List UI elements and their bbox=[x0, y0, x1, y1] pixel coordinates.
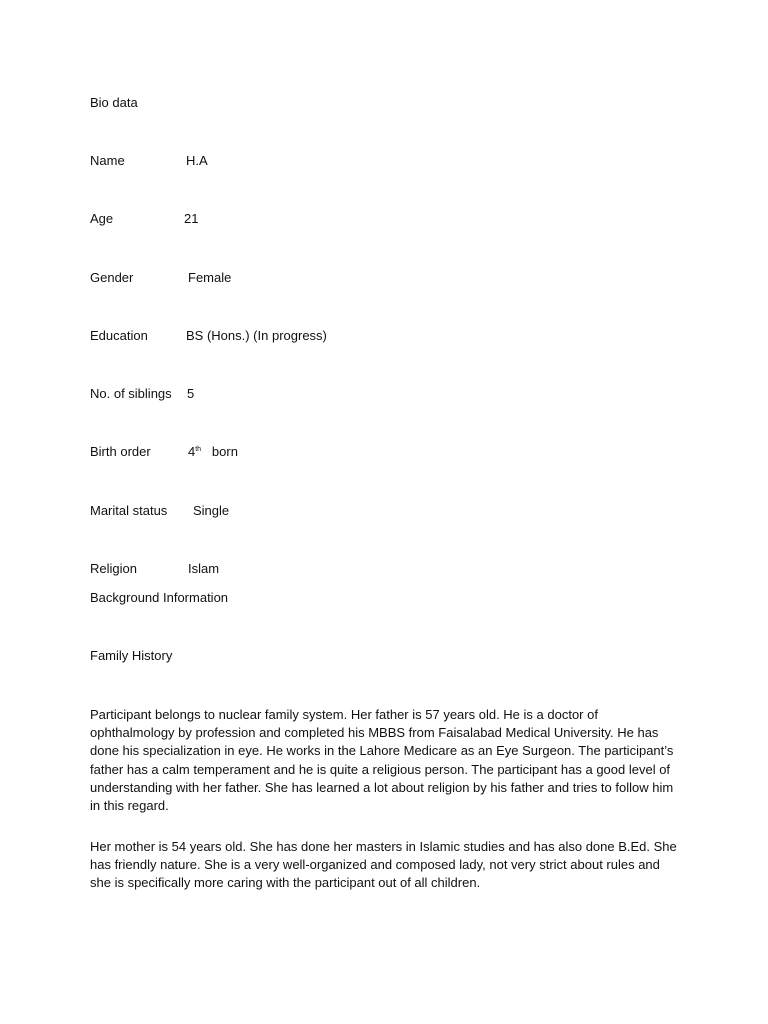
field-label-birth-order: Birth order bbox=[90, 444, 151, 459]
paragraph-mother: Her mother is 54 years old. She has done her masters in Islamic studies and has also done B.Ed. She has friendly nature. She is a very well-organized and composed lady, not very strict about rules and she is specifically more caring with the participant out of all children. bbox=[90, 839, 677, 891]
field-value-education: BS (Hons.) (In progress) bbox=[186, 328, 327, 343]
field-value-name: H.A bbox=[186, 153, 208, 168]
field-label-religion: Religion bbox=[90, 561, 137, 576]
field-label-name: Name bbox=[90, 153, 125, 168]
paragraph-father: Participant belongs to nuclear family system. Her father is 57 years old. He is a doctor of ophthalmology by profession and completed his MBBS from Faisalabad Medical University. He has done his specialization in eye. He works in the Lahore Medicare as an Eye Surgeon. The participant’s father has a calm temperament and he is quite a religious person. The participant has a good level of understanding with her father. She has learned a lot about religion by his father and tries to follow him in this regard. bbox=[90, 707, 674, 814]
field-value-religion: Islam bbox=[188, 561, 220, 576]
field-label-marital-status: Marital status bbox=[90, 503, 168, 518]
birth-order-suffix: th bbox=[195, 446, 202, 453]
field-label-gender: Gender bbox=[90, 270, 134, 285]
bio-data-heading: Bio data bbox=[90, 95, 138, 110]
family-history-heading: Family History bbox=[90, 648, 173, 663]
field-label-education: Education bbox=[90, 328, 148, 343]
field-value-age: 21 bbox=[184, 211, 199, 226]
field-value-marital-status: Single bbox=[193, 503, 230, 518]
field-label-siblings: No. of siblings bbox=[90, 386, 172, 401]
field-value-gender: Female bbox=[188, 270, 232, 285]
background-information-heading: Background Information bbox=[90, 590, 229, 605]
birth-order-word: born bbox=[211, 444, 238, 459]
birth-order-number: 4 bbox=[188, 444, 196, 459]
field-label-age: Age bbox=[90, 211, 114, 226]
field-value-birth-order bbox=[188, 444, 238, 460]
field-value-siblings: 5 bbox=[187, 386, 195, 401]
